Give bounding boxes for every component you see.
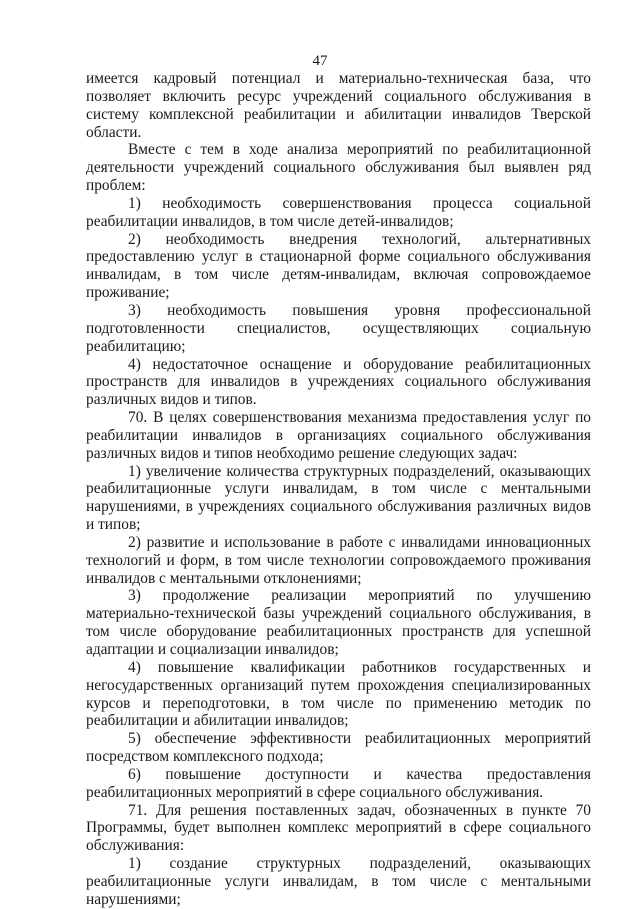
task-item-4: 4) повышение квалификации работников государственных и негосударственных организаций путем прохождения специализированных курсов и переподготовки, в том числе по применению методик по реабилитации и абилитации инвалидов; — [86, 658, 591, 730]
problem-item-4: 4) недостаточное оснащение и оборудование реабилитационных пространств для инвалидов в учреждениях социального обслуживания различных видов и типов. — [86, 355, 591, 409]
task-item-1: 1) увеличение количества структурных подразделений, оказывающих реабилитационные услуги инвалидам, в том числе с ментальными нарушениями, в учреждениях социального обслуживания различных видов и типов; — [86, 462, 591, 534]
paragraph-continuation: имеется кадровый потенциал и материально-техническая база, что позволяет включить ресурс учреждений социального обслуживания в систему комплексной реабилитации и абилитации инвалидов Тверской области. — [86, 70, 591, 141]
task-item-6: 6) повышение доступности и качества предоставления реабилитационных мероприятий в сфере социального обслуживания. — [86, 765, 591, 801]
measure-item-1: 1) создание структурных подразделений, оказывающих реабилитационные услуги инвалидам, в том числе с ментальными нарушениями; — [86, 855, 591, 908]
problem-item-3: 3) необходимость повышения уровня профессиональной подготовленности специалистов, осуществляющих социальную реабилитацию; — [86, 301, 591, 355]
page-number: 47 — [312, 53, 328, 69]
body-text — [86, 70, 591, 909]
problem-item-2: 2) необходимость внедрения технологий, альтернативных предоставлению услуг в стационарной форме социального обслуживания инвалидам, в том числе детям-инвалидам, включая сопровождаемое проживание; — [86, 230, 591, 302]
paragraph-problems-intro: Вместе с тем в ходе анализа мероприятий по реабилитационной деятельности учреждений социального обслуживания был выявлен ряд проблем: — [86, 141, 591, 195]
task-item-2: 2) развитие и использование в работе с инвалидами инновационных технологий и форм, в том числе технологии сопровождаемого проживания инвалидов с ментальными отклонениями; — [86, 533, 591, 587]
paragraph-70: 70. В целях совершенствования механизма предоставления услуг по реабилитации инвалидов в организациях социального обслуживания различных видов и типов необходимо решение следующих задач: — [86, 409, 591, 462]
task-item-3: 3) продолжение реализации мероприятий по улучшению материально-технической базы учреждений социального обслуживания, в том числе оборудование реабилитационных пространств для успешной адаптации и социализации инвалидов; — [86, 587, 591, 658]
problem-item-1: 1) необходимость совершенствования процесса социальной реабилитации инвалидов, в том числе детей-инвалидов; — [86, 194, 591, 230]
paragraph-71: 71. Для решения поставленных задач, обозначенных в пункте 70 Программы, будет выполнен комплекс мероприятий в сфере социального обслуживания: — [86, 801, 591, 855]
task-item-5: 5) обеспечение эффективности реабилитационных мероприятий посредством комплексного подхода; — [86, 730, 591, 766]
